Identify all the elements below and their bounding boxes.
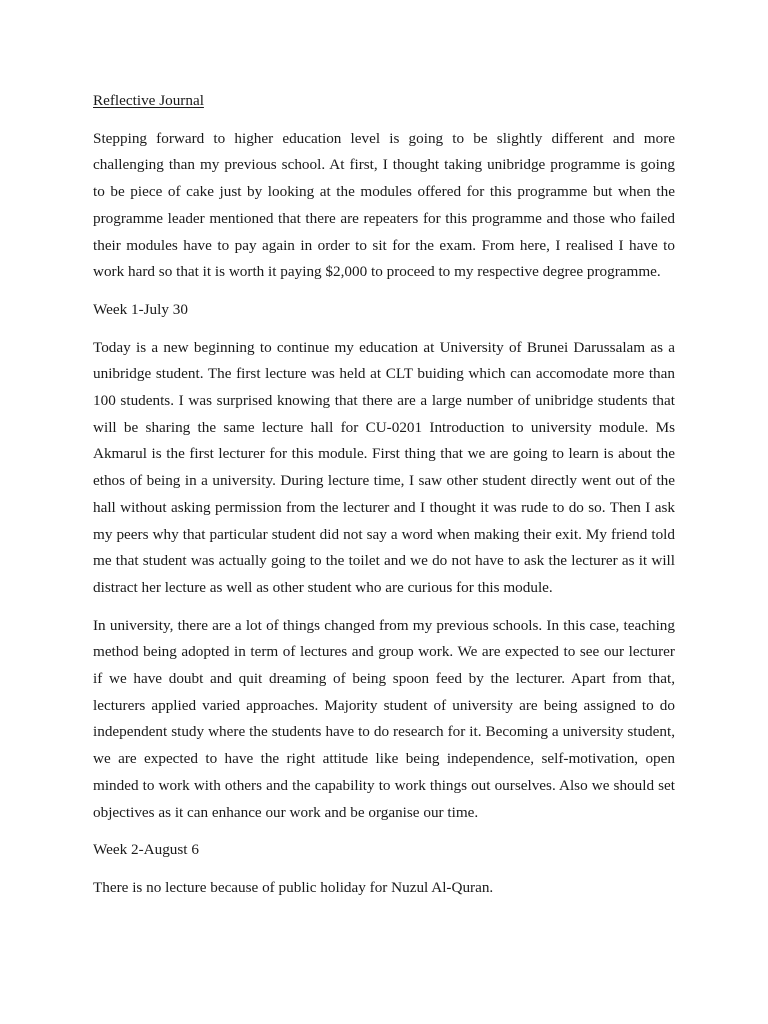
intro-paragraph: Stepping forward to higher education level is going to be slightly different and more challenging than my previous school. At first, I thought taking unibridge programme is going to be piece of cake just by looking at the modules offered for this programme but when the programme leader mentioned that there are repeaters for this programme and those who failed their modules have to pay again in order to sit for the exam. From here, I realised I have to work hard so that it is worth it paying $2,000 to proceed to my respective degree programme. <box>93 129 675 281</box>
week-2-paragraph-1: There is no lecture because of public holiday for Nuzul Al-Quran. <box>93 878 494 896</box>
document-body <box>93 88 675 913</box>
week-2-heading: Week 2-August 6 <box>93 841 199 859</box>
document-title: Reflective Journal <box>93 92 204 109</box>
week-1-paragraph-1: Today is a new beginning to continue my education at University of Brunei Darussalam as a unibridge student. The first lecture was held at CLT buiding which can accomodate more than 100 students. I was surprised knowing that there are a large number of unibridge students that will be sharing the same lecture hall for CU-0201 Introduction to university module. Ms Akmarul is the first lecturer for this module. First thing that we are going to learn is about the ethos of being in a university. During lecture time, I saw other student directly went out of the hall without asking permission from the lecturer and I thought it was rude to do so. Then I ask my peers why that particular student did not say a word when making their exit. My friend told me that student was actually going to the toilet and we do not have to ask the lecturer as it will distract her lecture as well as other student who are curious for this module. <box>93 338 675 596</box>
week-1-paragraph-2: In university, there are a lot of things changed from my previous schools. In this case, teaching method being adopted in term of lectures and group work. We are expected to see our lecturer if we have doubt and quit dreaming of being spoon feed by the lecturer. Apart from that, lecturers applied varied approaches. Majority student of university are being assigned to do independent study where the students have to do research for it. Becoming a university student, we are expected to have the right attitude like being independence, self-motivation, open minded to work with others and the capability to work things out ourselves. Also we should set objectives as it can enhance our work and be organise our time. <box>93 616 675 821</box>
week-1-heading: Week 1-July 30 <box>93 300 188 318</box>
